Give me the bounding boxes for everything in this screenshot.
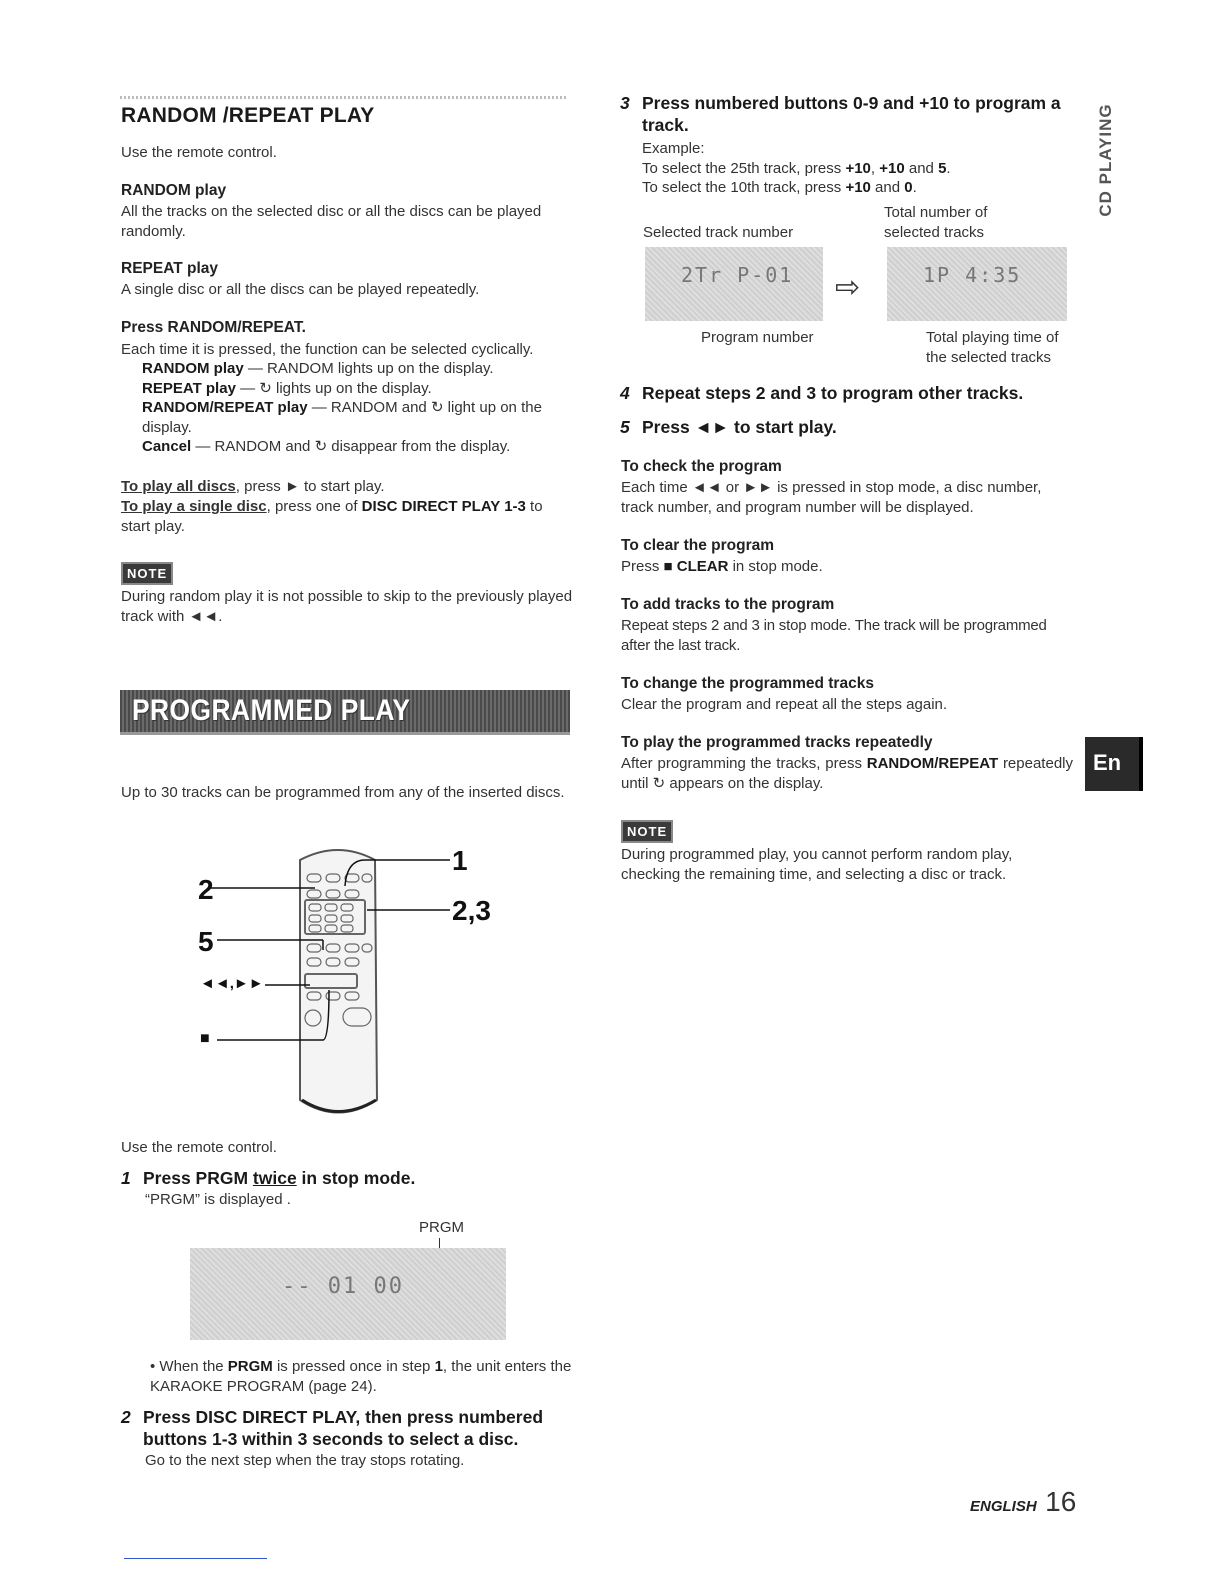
remote-illustration: [195, 840, 515, 1120]
check-text: Each time ◄◄ or ►► is pressed in stop mode, a disc number, track number, and program number will be displayed.: [621, 479, 1042, 516]
step-2-text: Go to the next step when the tray stops rotating.: [145, 1452, 465, 1469]
remote-label-2: 2: [198, 874, 214, 905]
use-remote: Use the remote control.: [121, 1139, 277, 1156]
footer-page: [970, 1486, 1076, 1518]
lcd-right-digits: 1P 4:35: [923, 263, 1022, 287]
example-block: [642, 139, 1072, 198]
side-tab-cd-playing: [1094, 90, 1118, 230]
side-tab-label: CD PLAYING: [1096, 103, 1115, 217]
page-number: 16: [1045, 1486, 1077, 1517]
lcd-display-right: [887, 247, 1067, 321]
remote-label-1: 1: [452, 845, 468, 876]
step-4: 4 Repeat steps 2 and 3 to program other tracks.: [620, 383, 1024, 403]
note-text-right: During programmed play, you cannot perform random play, checking the remaining time, and selecting a disc or track.: [621, 846, 1013, 883]
option-random-repeat: RANDOM/REPEAT play — RANDOM and ↻ light up on the display.: [142, 399, 542, 436]
bottom-rule: [124, 1558, 267, 1559]
step-3: 3 Press numbered buttons 0-9 and +10 to program a track.: [620, 93, 1061, 135]
prgm-bullet: • When the PRGM is pressed once in step 1, the unit enters the KARAOKE PROGRAM (page 24).: [150, 1358, 572, 1395]
programmed-title: PROGRAMMED PLAY: [132, 694, 411, 727]
change-text: Clear the program and repeat all the steps again.: [621, 696, 948, 713]
random-text: All the tracks on the selected disc or all the discs can be played randomly.: [121, 203, 542, 240]
selected-track-label: Selected track number: [643, 224, 794, 241]
play-single-disc: To play a single disc, press one of DISC DIRECT PLAY 1-3 to start play.: [121, 498, 543, 535]
section-rule: [120, 96, 568, 99]
lcd-prgm-digits: -- 01 00: [282, 1274, 404, 1299]
add-heading: To add tracks to the program: [621, 596, 835, 613]
change-heading: To change the programmed tracks: [621, 675, 874, 692]
total-number-label: Total number of selected tracks: [884, 204, 988, 241]
clear-text: Press ■ CLEAR in stop mode.: [621, 558, 823, 575]
step-2: 2 Press DISC DIRECT PLAY, then press numbered buttons 1-3 within 3 seconds to select a disc.: [121, 1407, 544, 1449]
check-heading: To check the program: [621, 458, 782, 475]
note-text-left: During random play it is not possible to skip to the previously played track with ◄◄.: [121, 588, 573, 625]
lang-tab: [1085, 737, 1143, 791]
repeat-programmed-heading: To play the programmed tracks repeatedly: [621, 734, 933, 751]
press-heading: Press RANDOM/REPEAT.: [121, 319, 306, 336]
total-time-label: Total playing time of the selected tracks: [926, 329, 1059, 366]
option-repeat: REPEAT play — ↻ lights up on the display.: [142, 379, 432, 397]
random-intro: Use the remote control.: [121, 144, 277, 161]
programmed-banner: [120, 690, 570, 735]
repeat-text: A single disc or all the discs can be played repeatedly.: [121, 281, 480, 298]
random-repeat-title: RANDOM /REPEAT PLAY: [121, 104, 375, 127]
repeat-programmed-text: After programming the tracks, press RANDOM/REPEAT repeatedly until ↻ appears on the display.: [621, 755, 1073, 792]
programmed-intro: Up to 30 tracks can be programmed from any of the inserted discs.: [121, 784, 565, 801]
example-line-2: To select the 10th track, press +10 and 0.: [642, 179, 917, 196]
arrow-right-icon: ⇨: [835, 271, 861, 304]
program-number-label: Program number: [701, 329, 814, 346]
option-random: RANDOM play — RANDOM lights up on the display.: [142, 360, 494, 377]
remote-label-skip: ◄◄,►►: [200, 975, 264, 992]
lcd-display-prgm: [190, 1248, 506, 1340]
press-text: Each time it is pressed, the function can be selected cyclically.: [121, 341, 534, 358]
step-5: 5 Press ◄► to start play.: [620, 417, 837, 437]
step-1-text: “PRGM” is displayed .: [145, 1191, 291, 1208]
note-badge-right: NOTE: [621, 820, 673, 843]
options-list: [142, 359, 572, 457]
play-all-discs: To play all discs, press ► to start play.: [121, 478, 385, 495]
option-cancel: Cancel — RANDOM and ↻ disappear from the display.: [142, 438, 511, 455]
footer-lang: ENGLISH: [970, 1498, 1037, 1515]
note-badge-left: NOTE: [121, 562, 173, 585]
example-line-1: To select the 25th track, press +10, +10 and 5.: [642, 159, 951, 177]
add-text: Repeat steps 2 and 3 in stop mode. The track will be programmed after the last track.: [621, 617, 1047, 654]
lcd-left-digits: 2Tr P-01: [681, 263, 794, 287]
remote-label-stop: ■: [200, 1030, 210, 1047]
remote-label-23: 2,3: [452, 895, 491, 926]
lcd-display-left: [645, 247, 823, 321]
prgm-label: PRGM: [419, 1219, 464, 1236]
random-heading: RANDOM play: [121, 182, 227, 199]
clear-heading: To clear the program: [621, 537, 775, 554]
remote-label-5: 5: [198, 926, 214, 957]
lang-tab-label: En: [1093, 750, 1122, 775]
example-label: Example:: [642, 140, 705, 157]
repeat-heading: REPEAT play: [121, 260, 219, 277]
step-1: 1 Press PRGM twice in stop mode.: [121, 1168, 416, 1188]
